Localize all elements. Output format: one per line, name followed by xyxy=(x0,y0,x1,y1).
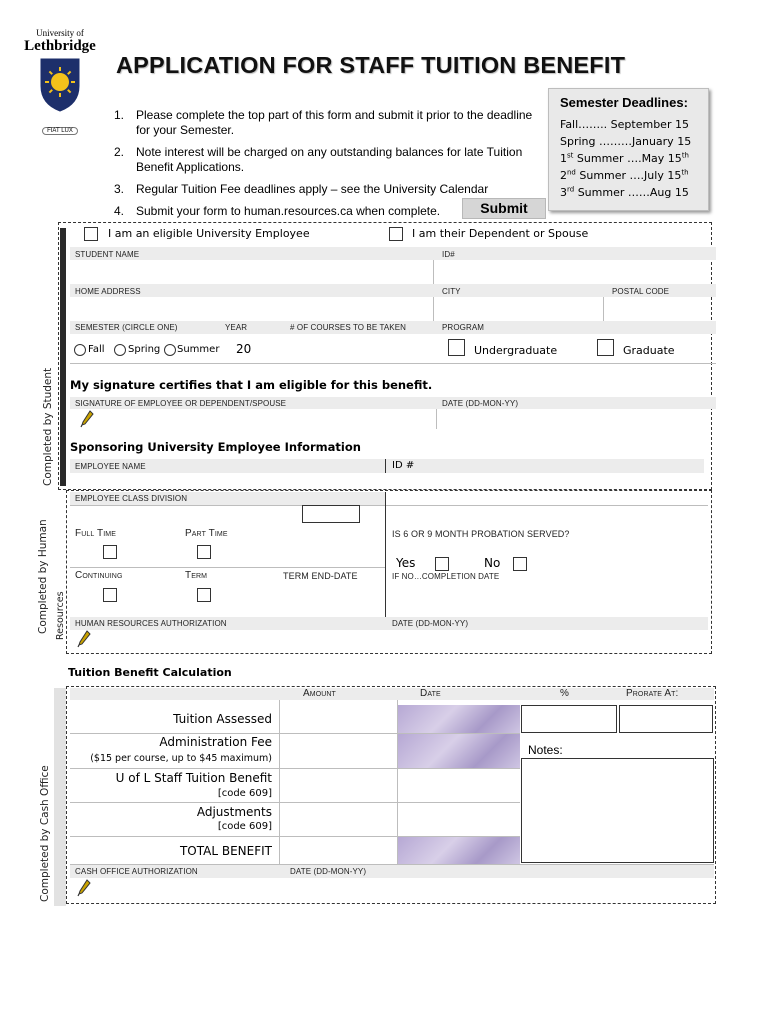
total-benefit-label: TOTAL BENEFIT xyxy=(179,844,272,858)
notes-field[interactable] xyxy=(521,758,714,863)
percent-header: % xyxy=(560,688,569,699)
staff-benefit-label: U of L Staff Tuition Benefit xyxy=(115,771,272,785)
divider xyxy=(385,459,386,473)
probation-no-label: No xyxy=(484,556,501,570)
divider xyxy=(70,768,520,769)
divider xyxy=(279,700,280,864)
signature-heading: My signature certifies that I am eligible for this benefit. xyxy=(70,378,433,392)
instruction-item xyxy=(114,145,544,175)
date-header: Date xyxy=(420,688,441,699)
logo-motto: FIAT LUX xyxy=(42,127,78,135)
part-time-checkbox[interactable] xyxy=(197,545,211,559)
semester-fall-label: Fall xyxy=(88,344,105,355)
instruction-text: Submit your form to human.resources.ca when complete. xyxy=(136,204,441,218)
signature-date-field[interactable] xyxy=(436,409,716,429)
full-time-label: Full Time xyxy=(75,528,117,539)
employee-row-header xyxy=(70,459,704,473)
postal-code-label: POSTAL CODE xyxy=(612,287,670,296)
page-title: APPLICATION FOR STAFF TUITION BENEFIT xyxy=(116,52,626,78)
completion-date-label: IF NO…COMPLETION DATE xyxy=(392,572,500,581)
name-row-header xyxy=(70,247,716,260)
cash-side-label: Completed by Cash Office xyxy=(39,765,51,902)
signature-pen-icon[interactable] xyxy=(80,410,94,428)
instruction-number: 2. xyxy=(114,145,125,159)
amount-header: Amount xyxy=(303,688,336,699)
divider xyxy=(70,802,520,803)
percent-field[interactable] xyxy=(521,705,617,733)
student-name-label: STUDENT NAME xyxy=(75,250,140,259)
city-field[interactable] xyxy=(436,297,604,321)
admin-fee-date-field[interactable] xyxy=(398,734,520,768)
year-label: YEAR xyxy=(225,323,248,332)
university-logo xyxy=(20,28,100,134)
courses-label: # OF COURSES TO BE TAKEN xyxy=(290,323,407,332)
divider xyxy=(70,505,708,506)
semester-fall-radio[interactable] xyxy=(74,344,86,356)
student-side-label: Completed by Student xyxy=(42,367,54,486)
adjustments-code: [code 609] xyxy=(217,821,272,832)
cash-date-label: DATE (DD-MON-YY) xyxy=(290,867,367,876)
admin-fee-label: Administration Fee xyxy=(159,735,272,749)
full-time-checkbox[interactable] xyxy=(103,545,117,559)
hr-date-label: DATE (DD-MON-YY) xyxy=(392,619,469,628)
total-date-field[interactable] xyxy=(398,837,520,864)
graduate-label: Graduate xyxy=(623,344,675,357)
term-checkbox[interactable] xyxy=(197,588,211,602)
logo-line2: Lethbridge xyxy=(24,38,96,54)
cash-signature-pen-icon[interactable] xyxy=(77,879,91,897)
probation-label: IS 6 OR 9 MONTH PROBATION SERVED? xyxy=(392,529,570,539)
tuition-date-field[interactable] xyxy=(398,705,520,733)
hr-side-label-line2: Resources xyxy=(55,591,66,640)
postal-code-field[interactable] xyxy=(606,297,716,321)
class-division-field[interactable] xyxy=(302,505,360,523)
semester-label: SEMESTER (CIRCLE ONE) xyxy=(75,323,178,332)
program-label: PROGRAM xyxy=(442,323,485,332)
term-label: Term xyxy=(185,570,208,581)
deadline-spring: Spring ………January 15 xyxy=(560,135,692,148)
calc-row-header xyxy=(70,688,714,700)
deadline-summer2: 2nd Summer ….July 15th xyxy=(560,168,689,182)
semester-spring-label: Spring xyxy=(128,344,161,355)
adjustments-label: Adjustments xyxy=(196,805,272,819)
employee-name-label: EMPLOYEE NAME xyxy=(75,462,146,471)
undergraduate-checkbox[interactable] xyxy=(448,339,465,356)
shield-icon xyxy=(37,56,83,114)
instruction-number: 3. xyxy=(114,182,125,196)
signature-label: SIGNATURE OF EMPLOYEE OR DEPENDENT/SPOUSE xyxy=(75,399,287,408)
semester-deadlines-box xyxy=(548,88,709,211)
divider xyxy=(385,492,386,618)
student-name-field[interactable] xyxy=(70,260,434,284)
cash-sidebar-bar xyxy=(54,688,66,906)
home-address-label: HOME ADDRESS xyxy=(75,287,141,296)
semester-summer-radio[interactable] xyxy=(164,344,176,356)
class-division-label: EMPLOYEE CLASS DIVISION xyxy=(75,494,188,503)
instruction-text: Please complete the top part of this form and submit it prior to the deadline for your Semester. xyxy=(136,108,533,137)
eligible-employee-checkbox[interactable] xyxy=(84,227,98,241)
calculation-heading: Tuition Benefit Calculation xyxy=(68,666,232,679)
deadline-summer3: 3rd Summer ……Aug 15 xyxy=(560,185,689,199)
home-address-field[interactable] xyxy=(70,297,434,321)
instruction-item xyxy=(114,182,544,197)
hr-signature-pen-icon[interactable] xyxy=(77,630,91,648)
instruction-number: 1. xyxy=(114,108,125,122)
semester-spring-radio[interactable] xyxy=(114,344,126,356)
tuition-assessed-label: Tuition Assessed xyxy=(173,712,272,726)
continuing-checkbox[interactable] xyxy=(103,588,117,602)
admin-fee-note: ($15 per course, up to $45 maximum) xyxy=(90,753,272,764)
cash-authorization-label: CASH OFFICE AUTHORIZATION xyxy=(75,867,198,876)
sponsor-heading: Sponsoring University Employee Information xyxy=(70,440,361,454)
city-label: CITY xyxy=(442,287,461,296)
submit-button[interactable]: Submit xyxy=(462,198,546,219)
semester-summer-label: Summer xyxy=(177,344,220,355)
instruction-number: 4. xyxy=(114,204,125,218)
probation-yes-checkbox[interactable] xyxy=(435,557,449,571)
term-end-date-label: TERM END-DATE xyxy=(283,571,358,581)
instruction-item xyxy=(114,108,544,138)
deadline-fall: Fall…….. September 15 xyxy=(560,118,689,131)
year-field[interactable]: 20 xyxy=(236,342,252,356)
undergraduate-label: Undergraduate xyxy=(474,344,558,357)
notes-label: Notes: xyxy=(528,743,563,757)
divider xyxy=(70,363,716,364)
deadline-summer1: 1st Summer ….May 15th xyxy=(560,151,689,165)
continuing-label: Continuing xyxy=(75,570,123,581)
student-id-field[interactable] xyxy=(436,260,716,284)
student-sidebar-bar xyxy=(60,228,66,486)
dependent-checkbox[interactable] xyxy=(389,227,403,241)
prorate-field[interactable] xyxy=(619,705,713,733)
eligible-employee-label: I am an eligible University Employee xyxy=(108,227,310,240)
part-time-label: Part Time xyxy=(185,528,228,539)
signature-date-label: DATE (DD-MON-YY) xyxy=(442,399,519,408)
probation-no-checkbox[interactable] xyxy=(513,557,527,571)
instruction-text: Regular Tuition Fee deadlines apply – see the University Calendar xyxy=(136,182,489,196)
hr-side-label-line1: Completed by Human xyxy=(37,519,49,634)
probation-yes-label: Yes xyxy=(396,556,416,570)
prorate-header: Prorate At: xyxy=(626,688,679,699)
staff-benefit-code: [code 609] xyxy=(217,788,272,799)
employee-id-label: ID # xyxy=(392,460,415,471)
hr-authorization-label: HUMAN RESOURCES AUTHORIZATION xyxy=(75,619,227,628)
instruction-text: Note interest will be charged on any outstanding balances for late Tuition Benefit Applications. xyxy=(136,145,523,174)
divider xyxy=(70,567,385,568)
student-id-label: ID# xyxy=(442,250,455,259)
graduate-checkbox[interactable] xyxy=(597,339,614,356)
logo-line1: University of xyxy=(36,28,84,38)
deadlines-header: Semester Deadlines: xyxy=(560,95,688,110)
dependent-label: I am their Dependent or Spouse xyxy=(412,227,589,240)
